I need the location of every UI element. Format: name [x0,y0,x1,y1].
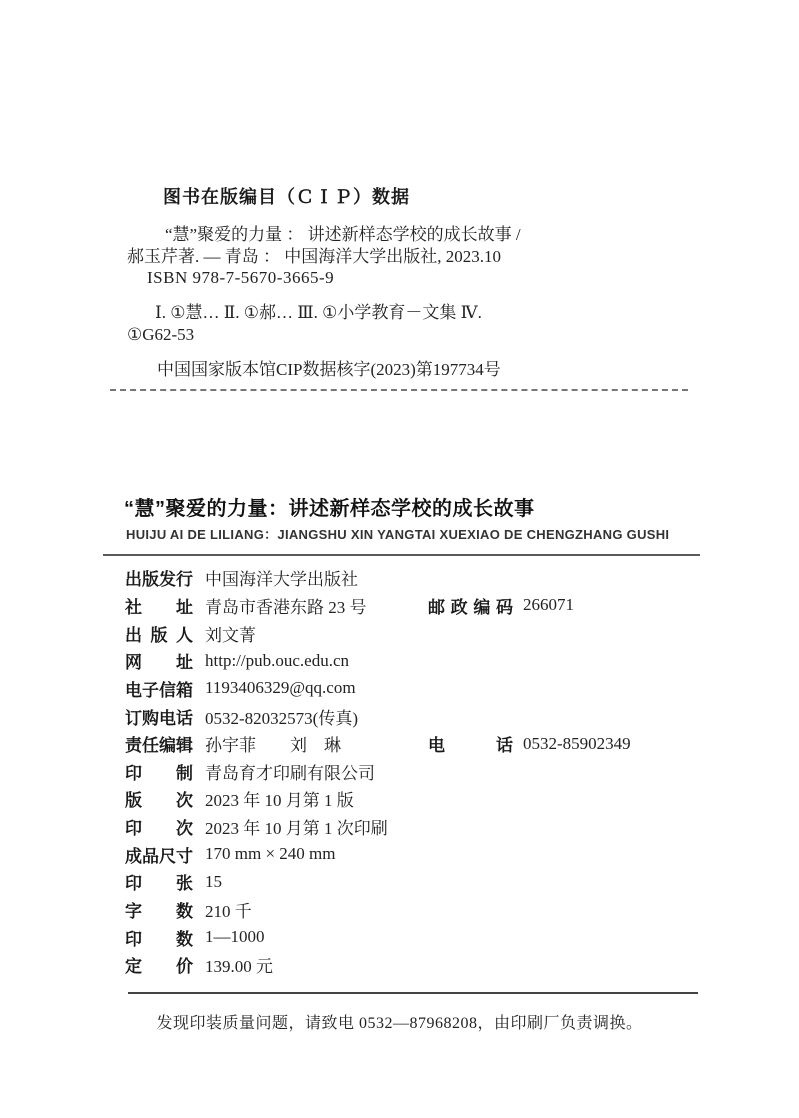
row-value: http://pub.ouc.edu.cn [205,650,350,670]
cip-classification [127,302,687,346]
colophon-row-printer [125,757,705,785]
row-value: 1193406329@qq.com [205,678,356,698]
cip-entry [127,224,687,289]
row-label: 网址 [125,653,193,673]
row-value: 刘文菁 [205,625,256,645]
row-label-right: 邮政编码 [428,597,513,617]
colophon-row-trim-size [125,840,705,868]
cip-header: 图书在版编目（ＣＩＰ）数据 [163,187,410,207]
colophon-row-address [125,592,705,620]
row-value-right: 0532-85902349 [523,733,631,753]
dashed-divider [110,389,688,391]
colophon-row-order-phone [125,702,705,730]
row-label: 责任编辑 [125,736,193,756]
colophon-row-publisher-person [125,619,705,647]
row-label: 订购电话 [125,708,193,728]
colophon-row-sheets [125,868,705,896]
row-label: 出版人 [125,625,193,645]
book-title: “慧”聚爱的力量：讲述新样态学校的成长故事 [124,498,535,520]
row-value: 青岛育才印刷有限公司 [205,763,375,783]
row-value: 139.00 元 [205,957,273,977]
cip-classification-line-1: Ⅰ. ①慧… Ⅱ. ①郝… Ⅲ. ①小学教育－文集 Ⅳ. [155,303,482,322]
colophon-row-email [125,675,705,703]
quality-note: 发现印装质量问题，请致电 0532—87968208，由印刷厂负责调换。 [156,1015,643,1032]
row-label: 电子信箱 [125,680,193,700]
row-label: 印制 [125,763,193,783]
row-value: 中国海洋大学出版社 [205,570,358,590]
row-label: 印次 [125,819,193,839]
colophon-row-publisher [125,564,705,592]
row-value: 孙宇菲 刘 琳 [205,736,341,756]
row-label: 社址 [125,597,193,617]
row-value-right: 266071 [523,595,574,615]
row-label: 出版发行 [125,570,193,590]
row-label: 字数 [125,902,193,921]
colophon-row-print-run [125,923,705,951]
cip-isbn: ISBN 978-7-5670-3665-9 [147,268,335,287]
book-title-pinyin: HUIJU AI DE LILIANG：JIANGSHU XIN YANGTAI XUEXIAO DE CHENGZHANG GUSHI [126,527,670,542]
cip-entry-line-1: “慧”聚爱的力量 ： 讲述新样态学校的成长故事 / [165,225,521,244]
colophon-table [125,564,705,979]
cip-entry-line-2: 郝玉芹著. — 青岛 ： 中国海洋大学出版社, 2023.10 [127,246,501,266]
colophon-row-edition [125,785,705,813]
row-label: 印张 [125,874,193,894]
row-label: 定价 [125,957,193,977]
colophon-row-editors [125,730,705,758]
row-label: 印数 [125,929,193,949]
cip-registry-number: 中国国家版本馆CIP数据核字(2023)第197734号 [157,360,501,379]
footer-rule [128,992,698,994]
colophon-row-word-count [125,896,705,924]
row-value: 15 [205,871,222,891]
row-label-right: 电话 [428,736,513,756]
colophon-row-website [125,647,705,675]
colophon-top-rule [103,554,700,556]
row-value: 2023 年 10 月第 1 版 [205,791,354,811]
row-value: 170 mm × 240 mm [205,844,336,864]
row-label: 成品尺寸 [125,846,193,866]
colophon-row-impression [125,813,705,841]
row-value: 1—1000 [205,927,265,947]
row-value: 2023 年 10 月第 1 次印刷 [205,819,388,839]
row-value: 210 千 [205,902,252,921]
row-value: 0532-82032573(传真) [205,708,358,728]
row-value: 青岛市香港东路 23 号 [205,597,367,617]
row-label: 版次 [125,791,193,811]
cip-classification-line-2: ①G62-53 [127,325,195,344]
colophon-row-price [125,951,705,979]
